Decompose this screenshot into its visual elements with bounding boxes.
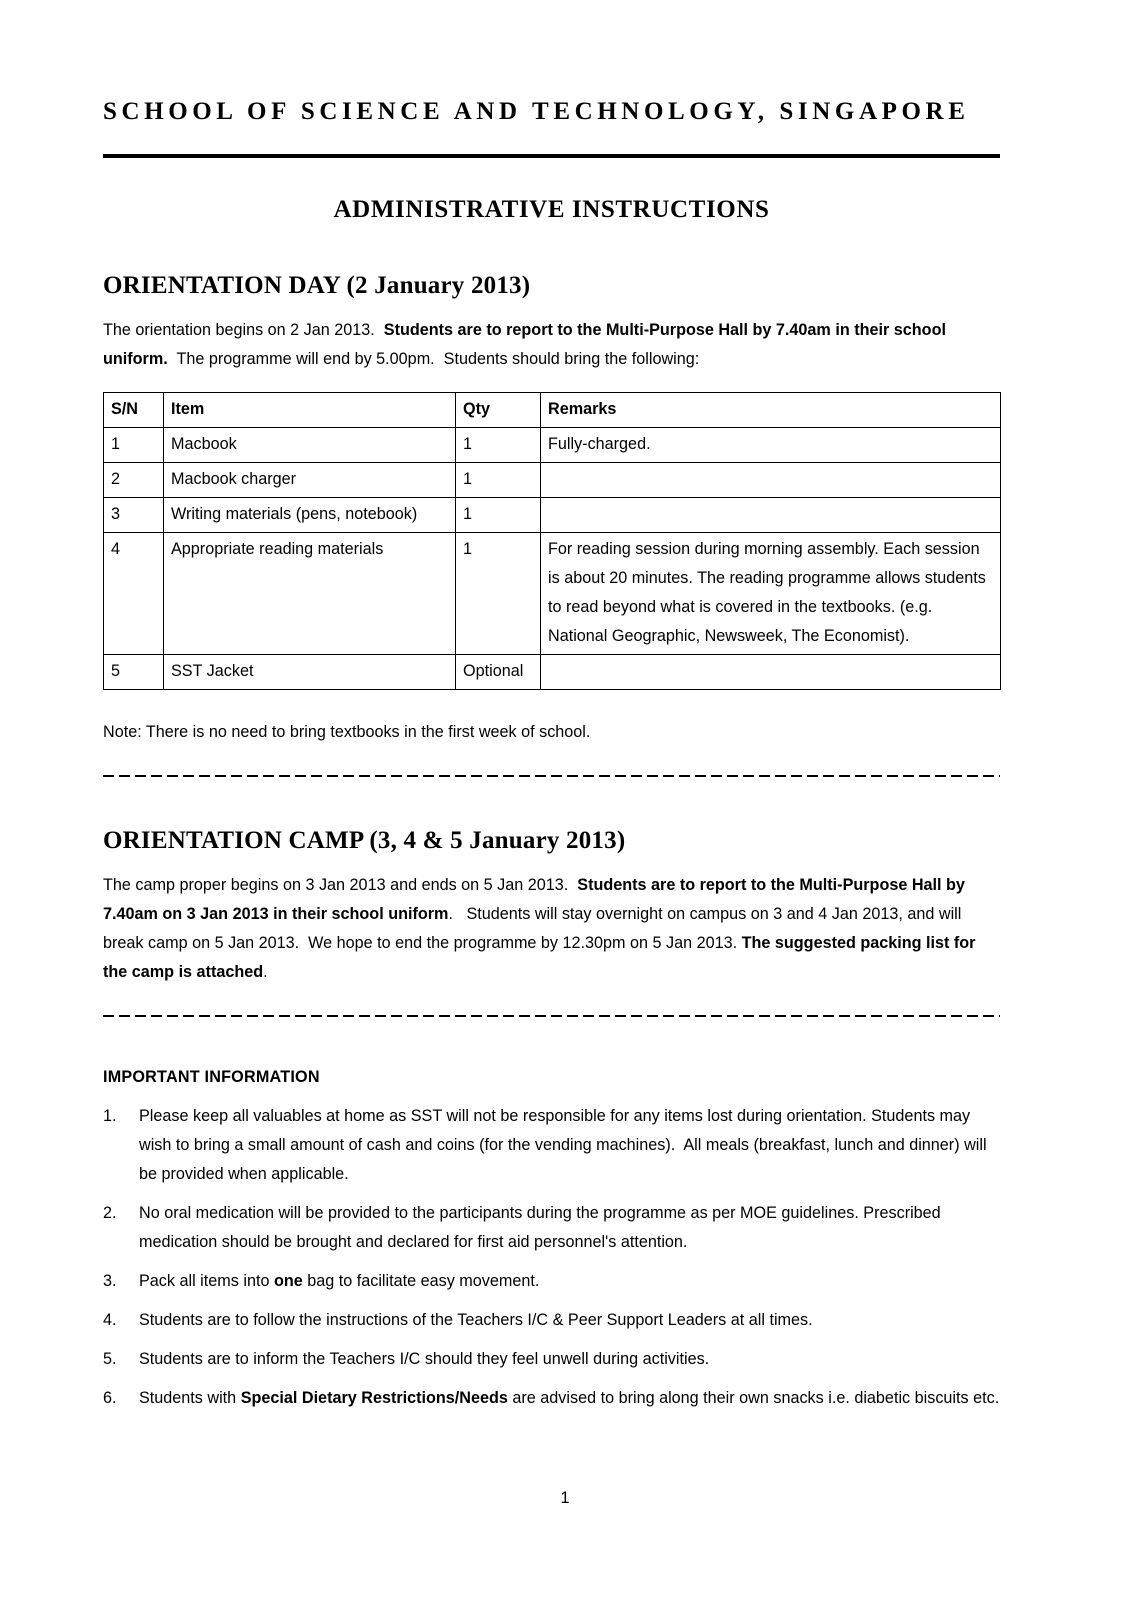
packing-items-table [103,392,1001,690]
document-content [103,0,1000,1413]
list-item-number: 3. [103,1271,117,1290]
table-row [104,654,1001,689]
cell-remarks [541,654,1001,689]
cell-qty: 1 [456,462,541,497]
cell-sn: 5 [104,654,164,689]
orientation-camp-paragraph [103,871,1000,987]
intro-text-part1: The orientation begins on 2 Jan 2013. [103,320,384,339]
cell-remarks [541,462,1001,497]
cell-sn: 1 [104,427,164,462]
list-item-bold: Special Dietary Restrictions/Needs [240,1388,508,1407]
cell-remarks [541,497,1001,532]
list-item-text-after: are advised to bring along their own snacks i.e. diabetic biscuits etc. [507,1388,1000,1407]
cell-item: Writing materials (pens, notebook) [164,497,456,532]
list-item [103,1306,1000,1335]
column-header-item: Item [164,392,456,427]
cell-item: Appropriate reading materials [164,532,456,654]
document-title: ADMINISTRATIVE INSTRUCTIONS [333,195,770,223]
column-header-qty: Qty [456,392,541,427]
camp-text-part1: The camp proper begins on 3 Jan 2013 and ends on 5 Jan 2013. [103,875,578,894]
list-item [103,1384,1000,1413]
list-item-text-before: No oral medication will be provided to the participants during the programme as per MOE guidelines. Prescribed medication should be brought and declared for first aid personnel's attention. [139,1203,941,1251]
cell-sn: 3 [104,497,164,532]
column-header-remarks: Remarks [541,392,1001,427]
intro-text-bold1: Students are to report to the Multi-Purpose Hall by 7.40am in their school uniform. [103,320,946,368]
list-item-text-before: Students with [139,1388,241,1407]
list-item-text-before: Pack all items into [139,1271,274,1290]
cell-qty: Optional [456,654,541,689]
orientation-camp-heading: ORIENTATION CAMP (3, 4 & 5 January 2013) [103,826,626,854]
textbooks-note: Note: There is no need to bring textbooks in the first week of school. [103,722,591,741]
camp-text-part2: . Students will stay overnight on campus on 3 and 4 Jan 2013, and will break camp on 5 Jan 2013. We hope to end the programme by 12.30pm on 5 Jan 2013. [103,904,962,952]
table-header-row [104,392,1001,427]
school-name-heading: SCHOOL OF SCIENCE AND TECHNOLOGY, SINGAPORE [103,98,970,125]
table-row [104,427,1001,462]
dashed-divider-two [103,1015,1000,1017]
list-item-number: 6. [103,1388,117,1407]
camp-text-bold2: The suggested packing list for the camp is attached [103,933,976,981]
list-item [103,1267,1000,1296]
list-item-number: 2. [103,1203,117,1222]
camp-text-bold1: Students are to report to the Multi-Purpose Hall by 7.40am on 3 Jan 2013 in their school uniform [103,875,965,923]
list-item-text-after: bag to facilitate easy movement. [302,1271,540,1290]
table-row [104,462,1001,497]
cell-sn: 4 [104,532,164,654]
cell-item: Macbook [164,427,456,462]
cell-sn: 2 [104,462,164,497]
list-item [103,1345,1000,1374]
table-row [104,497,1001,532]
important-information-list [103,1102,1000,1413]
list-item-number: 1. [103,1106,117,1125]
list-item-number: 4. [103,1310,117,1329]
camp-text-part3: . [263,962,268,981]
cell-item: SST Jacket [164,654,456,689]
list-item-bold: one [273,1271,303,1290]
masthead-divider [103,154,1000,158]
list-item-text-before: Students are to inform the Teachers I/C should they feel unwell during activities. [139,1349,710,1368]
cell-item: Macbook charger [164,462,456,497]
cell-remarks: For reading session during morning assembly. Each session is about 20 minutes. The reading programme allows students to read beyond what is covered in the textbooks. (e.g. National Geographic, Newsweek, The Economist). [541,532,1001,654]
orientation-day-intro-paragraph [103,316,1000,374]
table-row [104,532,1001,654]
column-header-sn: S/N [104,392,164,427]
list-item-number: 5. [103,1349,117,1368]
cell-remarks: Fully-charged. [541,427,1001,462]
orientation-day-heading: ORIENTATION DAY (2 January 2013) [103,271,531,299]
list-item-text-before: Students are to follow the instructions of the Teachers I/C & Peer Support Leaders at all times. [139,1310,813,1329]
dashed-divider-one [103,775,1000,777]
page-number: 1 [560,1489,570,1507]
cell-qty: 1 [456,427,541,462]
cell-qty: 1 [456,497,541,532]
cell-qty: 1 [456,532,541,654]
important-information-heading: IMPORTANT INFORMATION [103,1067,320,1086]
list-item [103,1102,1000,1189]
intro-text-part2: The programme will end by 5.00pm. Students should bring the following: [167,349,700,368]
list-item-text-before: Please keep all valuables at home as SST will not be responsible for any items lost during orientation. Students may wish to bring a small amount of cash and coins (for the vending machines). All meals (breakfast, lunch and dinner) will be provided when applicable. [139,1106,987,1183]
list-item [103,1199,1000,1257]
